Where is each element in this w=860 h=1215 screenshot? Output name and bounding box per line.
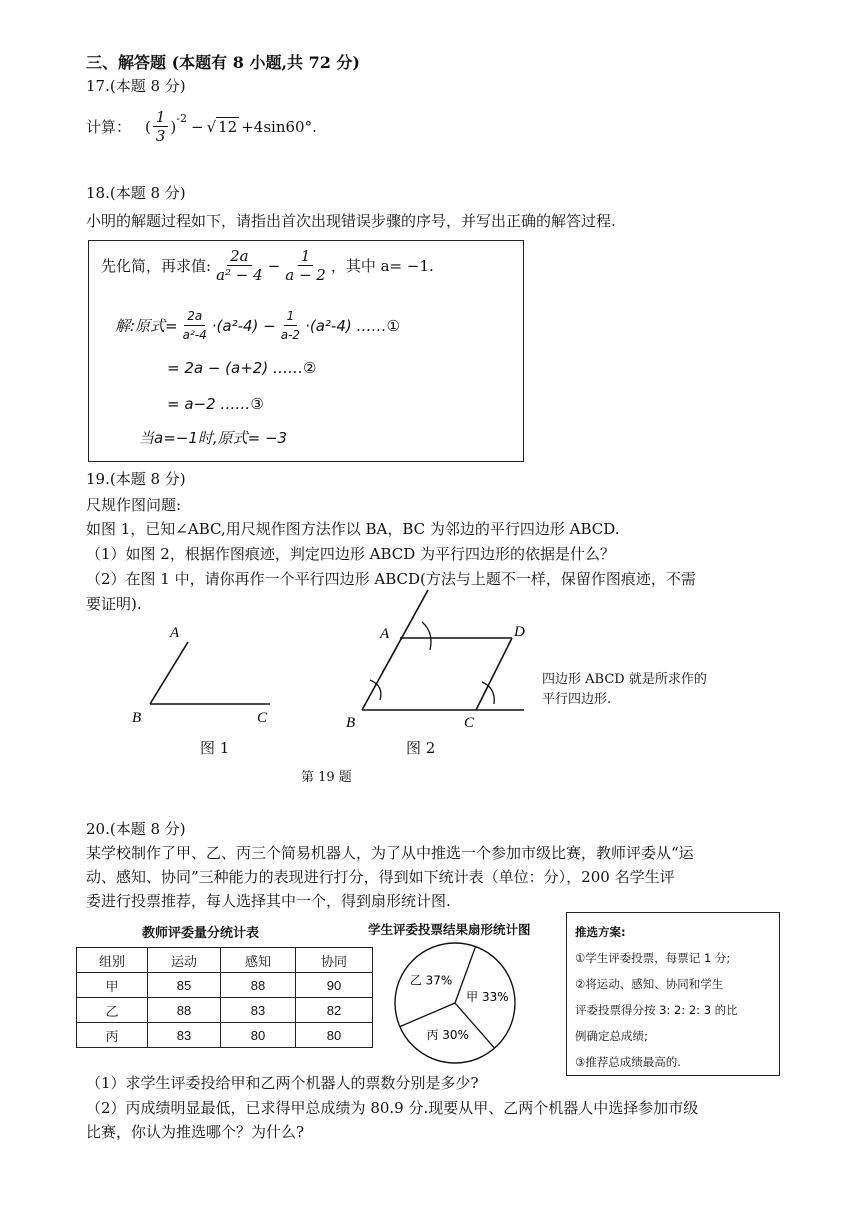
q18-f1-num: 2a bbox=[227, 247, 252, 266]
table-row bbox=[77, 998, 373, 1023]
plan-box bbox=[566, 912, 780, 1076]
q20-header: 20.(本题 8 分) bbox=[86, 820, 186, 838]
q17-sqrt-arg: 12 bbox=[218, 118, 238, 136]
q17-header: 17.(本题 8 分) bbox=[86, 77, 186, 95]
q19-line-4: 要证明). bbox=[86, 595, 142, 613]
table-cell: 80 bbox=[221, 1023, 296, 1048]
q19-figure-1 bbox=[120, 620, 290, 730]
q18-handwritten-line-3: = a−2 ……③ bbox=[167, 395, 264, 413]
pie-chart bbox=[392, 940, 518, 1066]
table-row bbox=[77, 1023, 373, 1048]
q19-header: 19.(本题 8 分) bbox=[86, 470, 186, 488]
plan-item-3: ③推荐总成绩最高的. bbox=[575, 1055, 681, 1069]
table-cell: 82 bbox=[296, 998, 373, 1023]
q18-hw1-lead: 解:原式= bbox=[115, 317, 178, 335]
q18-handwritten-line-4: 当a=−1时,原式= −3 bbox=[139, 429, 288, 447]
q18-header: 18.(本题 8 分) bbox=[86, 184, 186, 202]
table-cell: 甲 bbox=[77, 973, 148, 998]
fig2-note-1: 四边形 ABCD 就是所求作的 bbox=[542, 672, 707, 687]
fig2-line-ba bbox=[362, 590, 428, 710]
table-cell: 85 bbox=[148, 973, 221, 998]
q18-hw1-f1-den: a²-4 bbox=[182, 328, 207, 342]
q17-tail: +4sin60°. bbox=[241, 117, 317, 136]
table-cell: 乙 bbox=[77, 998, 148, 1023]
q20-para-1: 某学校制作了甲、乙、丙三个简易机器人，为了从中推选一个参加市级比赛，教师评委从“运 bbox=[86, 844, 694, 862]
table-cell: 90 bbox=[296, 973, 373, 998]
q20-para-3: 委进行投票推荐，每人选择其中一个，得到扇形统计图. bbox=[86, 892, 451, 910]
fig2-arc-a bbox=[422, 622, 431, 650]
plan-item-2c: 例确定总成绩; bbox=[575, 1029, 648, 1043]
q18-fraction-1 bbox=[213, 247, 266, 284]
q18-fraction-2 bbox=[282, 247, 329, 284]
q18-hw1-f1-num: 2a bbox=[184, 307, 205, 326]
table-cell: 88 bbox=[148, 998, 221, 1023]
q17-label: 计算： bbox=[86, 118, 132, 136]
score-table bbox=[76, 947, 373, 1048]
q18-hw1-mid: ·(a²-4) − bbox=[211, 316, 276, 335]
q18-box-tail: ，其中 a= −1. bbox=[330, 257, 434, 275]
q18-f2-num: 1 bbox=[298, 247, 314, 266]
q18-handwritten-line-1 bbox=[115, 307, 400, 344]
q18-hw1-frac-2 bbox=[278, 307, 303, 344]
pie-slice-label: 甲 33% bbox=[466, 989, 509, 1004]
table-header-row bbox=[77, 948, 373, 973]
fig2-note-2: 平行四边形. bbox=[542, 692, 612, 707]
table-header-cell: 协同 bbox=[296, 948, 373, 973]
fig1-label-c: C bbox=[257, 710, 268, 726]
section-title bbox=[86, 50, 360, 73]
fig2-arc-b bbox=[370, 680, 381, 700]
fig2-label-c: C bbox=[464, 715, 475, 731]
q18-f1-den: a² − 4 bbox=[216, 266, 263, 284]
q19-sub: 尺规作图问题: bbox=[86, 496, 182, 514]
q17-frac-num: 1 bbox=[153, 108, 169, 127]
pie-slice-label: 丙 30% bbox=[426, 1028, 469, 1043]
table-header-cell: 感知 bbox=[221, 948, 296, 973]
fig2-caption: 图 2 bbox=[406, 739, 436, 757]
fig1-caption: 图 1 bbox=[200, 739, 230, 757]
fig1-label-a: A bbox=[170, 625, 180, 641]
table-title: 教师评委量分统计表 bbox=[142, 926, 260, 941]
q18-hw1-f2-num: 1 bbox=[284, 307, 298, 326]
fig1-ray-ba bbox=[150, 642, 188, 704]
q18-handwritten-line-2: = 2a − (a+2) ……② bbox=[167, 359, 317, 377]
plan-item-2a: ②将运动、感知、协同和学生 bbox=[575, 977, 724, 991]
section-title-text: 三、解答题 bbox=[86, 53, 167, 72]
q19-line-1: 如图 1，已知∠ABC,用尺规作图方法作以 BA，BC 为邻边的平行四边形 ABCD. bbox=[86, 520, 620, 538]
table-header-cell: 组别 bbox=[77, 948, 148, 973]
q18-hw1-tail: ·(a²-4) ……① bbox=[305, 316, 400, 335]
table-header-cell: 运动 bbox=[148, 948, 221, 973]
table-cell: 88 bbox=[221, 973, 296, 998]
plan-item-1: ①学生评委投票，每票记 1 分; bbox=[575, 951, 731, 965]
q18-hw1-frac-1 bbox=[180, 307, 210, 344]
q18-minus: − bbox=[267, 256, 281, 275]
q17-sqrt-sign: √ bbox=[206, 117, 217, 136]
section-note: (本题有 8 小题,共 72 分) bbox=[171, 53, 360, 72]
table-cell: 83 bbox=[148, 1023, 221, 1048]
fig1-label-b: B bbox=[132, 710, 142, 726]
table-cell: 80 bbox=[296, 1023, 373, 1048]
q18-hw1-f2-den: a-2 bbox=[280, 328, 301, 342]
fig2-label-b: B bbox=[346, 715, 356, 731]
q19-figure-2 bbox=[340, 588, 540, 736]
table-cell: 83 bbox=[221, 998, 296, 1023]
q20-ask-2a: （2）丙成绩明显最低，已求得甲总成绩为 80.9 分.现要从甲、乙两个机器人中选择参加市级 bbox=[86, 1099, 699, 1117]
q17-fraction bbox=[153, 108, 169, 145]
q17-expression: 计算： ( $\frac{1}{3}$ ) $^{-2}$ − √ 12 +4sin60°. bbox=[86, 108, 317, 145]
q18-prompt: 小明的解题过程如下，请指出首次出现错误步骤的序号，并写出正确的解答过程. bbox=[86, 212, 616, 230]
q19-caption: 第 19 题 bbox=[301, 770, 352, 785]
fig2-label-a: A bbox=[380, 626, 390, 642]
pie-slice-label: 乙 37% bbox=[409, 973, 453, 988]
table-row bbox=[77, 973, 373, 998]
q18-solution-box bbox=[88, 240, 524, 462]
q20-ask-1: （1）求学生评委投给甲和乙两个机器人的票数分别是多少? bbox=[86, 1074, 479, 1092]
q20-ask-2b: 比赛，你认为推选哪个？为什么? bbox=[86, 1123, 305, 1141]
pie-chart-title: 学生评委投票结果扇形统计图 bbox=[368, 922, 531, 937]
fig2-label-d: D bbox=[514, 624, 525, 640]
q17-frac-den: 3 bbox=[155, 127, 166, 145]
q18-problem-line bbox=[101, 247, 434, 284]
plan-title: 推选方案: bbox=[575, 925, 626, 939]
q19-line-2: （1）如图 2，根据作图痕迹，判定四边形 ABCD 为平行四边形的依据是什么？ bbox=[86, 545, 616, 563]
q18-box-lead: 先化简，再求值: bbox=[101, 257, 212, 275]
q19-line-3: （2）在图 1 中，请你再作一个平行四边形 ABCD(方法与上题不一样，保留作图痕迹，不需 bbox=[86, 570, 696, 588]
q20-para-2: 动、感知、协同”三种能力的表现进行打分，得到如下统计表（单位：分），200 名学生评 bbox=[86, 868, 675, 886]
plan-item-2b: 评委投票得分按 3: 2: 2: 3 的比 bbox=[575, 1003, 738, 1017]
table-cell: 丙 bbox=[77, 1023, 148, 1048]
q17-exponent: -2 bbox=[176, 112, 187, 125]
q17-minus: − bbox=[191, 117, 204, 136]
q18-f2-den: a − 2 bbox=[285, 266, 326, 284]
